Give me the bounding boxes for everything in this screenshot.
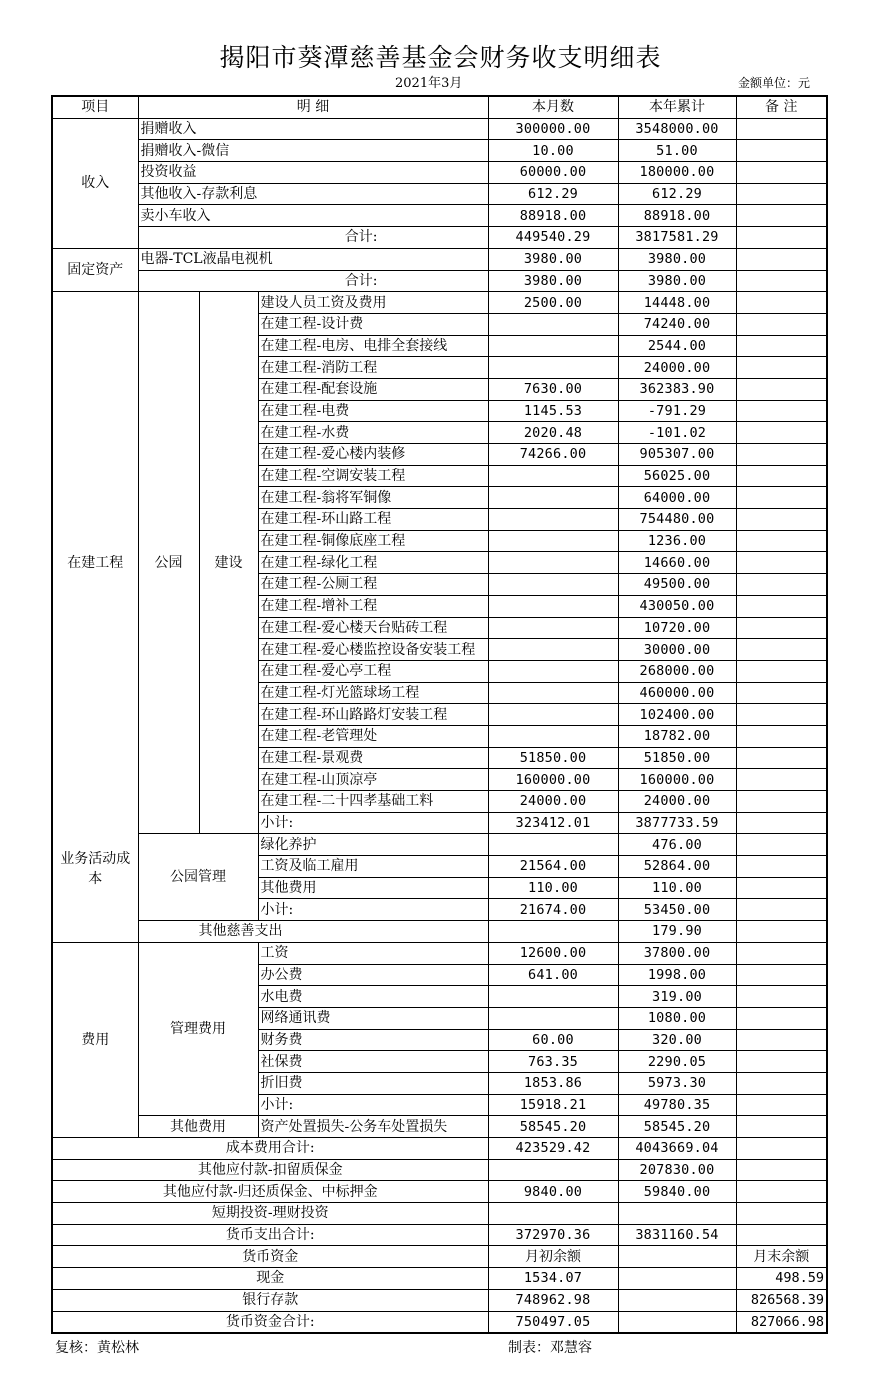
note-cell bbox=[736, 400, 827, 422]
ytd-value: 58545.20 bbox=[618, 1116, 736, 1138]
detail-name: 在建工程-老管理处 bbox=[258, 725, 488, 747]
detail-name: 在建工程-水费 bbox=[258, 422, 488, 444]
note-cell bbox=[736, 422, 827, 444]
other-charity-label: 其他慈善支出 bbox=[138, 921, 488, 943]
month-value: 60.00 bbox=[488, 1029, 618, 1051]
summary-label: 短期投资-理财投资 bbox=[52, 1203, 488, 1225]
summary-row bbox=[52, 1203, 827, 1225]
ytd-value: 754480.00 bbox=[618, 509, 736, 531]
note-cell bbox=[736, 899, 827, 921]
month-value bbox=[488, 639, 618, 661]
ytd-value: -101.02 bbox=[618, 422, 736, 444]
summary-label: 货币支出合计: bbox=[52, 1224, 488, 1246]
detail-name: 在建工程-公厕工程 bbox=[258, 574, 488, 596]
detail-name: 在建工程-爱心楼内装修 bbox=[258, 444, 488, 466]
header-row bbox=[52, 96, 827, 118]
ytd-value: 49500.00 bbox=[618, 574, 736, 596]
income-row bbox=[52, 140, 827, 162]
note-cell bbox=[736, 834, 827, 856]
ytd-value: 3877733.59 bbox=[618, 812, 736, 834]
detail-name: 在建工程-爱心楼天台贴砖工程 bbox=[258, 617, 488, 639]
note-cell bbox=[736, 682, 827, 704]
detail-name: 捐赠收入-微信 bbox=[138, 140, 488, 162]
detail-name: 工资及临工雇用 bbox=[258, 856, 488, 878]
note-cell bbox=[736, 660, 827, 682]
month-value: 51850.00 bbox=[488, 747, 618, 769]
income-row bbox=[52, 183, 827, 205]
note-cell bbox=[736, 335, 827, 357]
note-cell bbox=[736, 704, 827, 726]
note-cell bbox=[736, 357, 827, 379]
month-value: 60000.00 bbox=[488, 162, 618, 184]
month-value bbox=[488, 1007, 618, 1029]
note-cell bbox=[736, 248, 827, 270]
summary-row bbox=[52, 1181, 827, 1203]
note-cell bbox=[736, 639, 827, 661]
month-value: 110.00 bbox=[488, 877, 618, 899]
ytd-value: 612.29 bbox=[618, 183, 736, 205]
note-cell bbox=[736, 921, 827, 943]
ytd-value: 74240.00 bbox=[618, 313, 736, 335]
detail-name: 在建工程-消防工程 bbox=[258, 357, 488, 379]
month-value: 10.00 bbox=[488, 140, 618, 162]
cash-row bbox=[52, 1311, 827, 1333]
detail-name: 资产处置损失-公务车处置损失 bbox=[258, 1116, 488, 1138]
reviewer-signoff: 复核：黄松林 bbox=[55, 1340, 139, 1356]
ytd-value: 10720.00 bbox=[618, 617, 736, 639]
empty-cell bbox=[618, 1289, 736, 1311]
construction-label: 在建工程 bbox=[52, 292, 138, 834]
detail-name: 投资收益 bbox=[138, 162, 488, 184]
expenses-label: 费用 bbox=[52, 942, 138, 1137]
ytd-value: 460000.00 bbox=[618, 682, 736, 704]
month-value bbox=[488, 574, 618, 596]
build-label: 建设 bbox=[199, 292, 258, 834]
detail-name: 在建工程-铜像底座工程 bbox=[258, 530, 488, 552]
opening-balance: 750497.05 bbox=[488, 1311, 618, 1333]
ytd-value: 3831160.54 bbox=[618, 1224, 736, 1246]
income-row bbox=[52, 162, 827, 184]
preparer-signoff: 制表：邓慧容 bbox=[508, 1340, 592, 1356]
detail-name: 在建工程-二十四孝基础工料 bbox=[258, 791, 488, 813]
note-cell bbox=[736, 530, 827, 552]
detail-name: 在建工程-环山路路灯安装工程 bbox=[258, 704, 488, 726]
ytd-value: -791.29 bbox=[618, 400, 736, 422]
income-label: 收入 bbox=[52, 118, 138, 248]
expense-other-row bbox=[52, 1116, 827, 1138]
detail-name: 在建工程-灯光篮球场工程 bbox=[258, 682, 488, 704]
ytd-value: 2290.05 bbox=[618, 1051, 736, 1073]
summary-label: 其他应付款-归还质保金、中标押金 bbox=[52, 1181, 488, 1203]
detail-name: 在建工程-增补工程 bbox=[258, 595, 488, 617]
empty-cell bbox=[618, 1268, 736, 1290]
construction-row bbox=[52, 292, 827, 314]
detail-name: 在建工程-设计费 bbox=[258, 313, 488, 335]
note-cell bbox=[736, 552, 827, 574]
note-cell bbox=[736, 1072, 827, 1094]
ytd-value: 3980.00 bbox=[618, 248, 736, 270]
operating-other-row bbox=[52, 921, 827, 943]
month-value: 74266.00 bbox=[488, 444, 618, 466]
detail-name: 小计: bbox=[258, 899, 488, 921]
summary-row bbox=[52, 1224, 827, 1246]
cash-item-label: 货币资金合计: bbox=[52, 1311, 488, 1333]
note-cell bbox=[736, 227, 827, 249]
finance-table bbox=[51, 95, 828, 1334]
ytd-value: 30000.00 bbox=[618, 639, 736, 661]
ytd-value: 476.00 bbox=[618, 834, 736, 856]
detail-name: 卖小车收入 bbox=[138, 205, 488, 227]
month-value: 88918.00 bbox=[488, 205, 618, 227]
ytd-value: 64000.00 bbox=[618, 487, 736, 509]
ytd-value: 2544.00 bbox=[618, 335, 736, 357]
note-cell bbox=[736, 725, 827, 747]
empty-cell bbox=[618, 1246, 736, 1268]
note-cell bbox=[736, 747, 827, 769]
month-value bbox=[488, 725, 618, 747]
ytd-value: 51.00 bbox=[618, 140, 736, 162]
note-cell bbox=[736, 270, 827, 292]
month-value: 160000.00 bbox=[488, 769, 618, 791]
ytd-value: 1998.00 bbox=[618, 964, 736, 986]
month-value bbox=[488, 617, 618, 639]
cash-item-label: 银行存款 bbox=[52, 1289, 488, 1311]
note-cell bbox=[736, 1029, 827, 1051]
detail-name: 水电费 bbox=[258, 986, 488, 1008]
note-cell bbox=[736, 986, 827, 1008]
detail-name: 捐赠收入 bbox=[138, 118, 488, 140]
detail-name: 在建工程-爱心亭工程 bbox=[258, 660, 488, 682]
detail-name: 其他收入-存款利息 bbox=[138, 183, 488, 205]
ytd-value: 56025.00 bbox=[618, 465, 736, 487]
detail-name: 在建工程-空调安装工程 bbox=[258, 465, 488, 487]
detail-name: 小计: bbox=[258, 1094, 488, 1116]
income-row bbox=[52, 118, 827, 140]
ytd-value: 319.00 bbox=[618, 986, 736, 1008]
other-expense-label: 其他费用 bbox=[138, 1116, 258, 1138]
note-cell bbox=[736, 1203, 827, 1225]
cash-row bbox=[52, 1289, 827, 1311]
ytd-value: 160000.00 bbox=[618, 769, 736, 791]
month-value: 21674.00 bbox=[488, 899, 618, 921]
empty-cell bbox=[618, 1311, 736, 1333]
ytd-value: 3817581.29 bbox=[618, 227, 736, 249]
month-value bbox=[488, 487, 618, 509]
note-cell bbox=[736, 617, 827, 639]
month-value: 612.29 bbox=[488, 183, 618, 205]
ytd-value: 14660.00 bbox=[618, 552, 736, 574]
ytd-value: 24000.00 bbox=[618, 791, 736, 813]
report-date: 2021年3月 bbox=[395, 76, 463, 91]
ytd-value: 24000.00 bbox=[618, 357, 736, 379]
note-cell bbox=[736, 183, 827, 205]
note-cell bbox=[736, 205, 827, 227]
expense-row bbox=[52, 942, 827, 964]
month-value bbox=[488, 465, 618, 487]
note-cell bbox=[736, 487, 827, 509]
detail-name: 建设人员工资及费用 bbox=[258, 292, 488, 314]
header-month: 本月数 bbox=[488, 96, 618, 118]
note-cell bbox=[736, 1007, 827, 1029]
note-cell bbox=[736, 313, 827, 335]
month-value bbox=[488, 986, 618, 1008]
ytd-value: 430050.00 bbox=[618, 595, 736, 617]
ytd-value: 207830.00 bbox=[618, 1159, 736, 1181]
fixed-total-row bbox=[52, 270, 827, 292]
detail-name: 在建工程-景观费 bbox=[258, 747, 488, 769]
detail-name: 财务费 bbox=[258, 1029, 488, 1051]
detail-name: 办公费 bbox=[258, 964, 488, 986]
note-cell bbox=[736, 812, 827, 834]
total-label: 合计: bbox=[138, 227, 488, 249]
note-cell bbox=[736, 942, 827, 964]
note-cell bbox=[736, 118, 827, 140]
month-value bbox=[488, 660, 618, 682]
month-value bbox=[488, 704, 618, 726]
note-cell bbox=[736, 1159, 827, 1181]
subtotal-label: 小计: bbox=[258, 812, 488, 834]
fixed-asset-label: 固定资产 bbox=[52, 248, 138, 291]
note-cell bbox=[736, 1094, 827, 1116]
closing-balance: 826568.39 bbox=[736, 1289, 827, 1311]
ytd-value: 59840.00 bbox=[618, 1181, 736, 1203]
ytd-value: 88918.00 bbox=[618, 205, 736, 227]
month-value: 24000.00 bbox=[488, 791, 618, 813]
park-mgmt-label: 公园管理 bbox=[138, 834, 258, 921]
detail-name: 在建工程-翁将军铜像 bbox=[258, 487, 488, 509]
detail-name: 折旧费 bbox=[258, 1072, 488, 1094]
month-value: 3980.00 bbox=[488, 270, 618, 292]
month-value: 449540.29 bbox=[488, 227, 618, 249]
ytd-value: 905307.00 bbox=[618, 444, 736, 466]
note-cell bbox=[736, 769, 827, 791]
month-value: 763.35 bbox=[488, 1051, 618, 1073]
summary-label: 成本费用合计: bbox=[52, 1138, 488, 1160]
note-cell bbox=[736, 1051, 827, 1073]
ytd-value: 3980.00 bbox=[618, 270, 736, 292]
note-cell bbox=[736, 791, 827, 813]
header-item: 项目 bbox=[52, 96, 138, 118]
month-value: 1145.53 bbox=[488, 400, 618, 422]
ytd-value: 18782.00 bbox=[618, 725, 736, 747]
ytd-value: 180000.00 bbox=[618, 162, 736, 184]
detail-name: 社保费 bbox=[258, 1051, 488, 1073]
note-cell bbox=[736, 509, 827, 531]
header-detail: 明 细 bbox=[138, 96, 488, 118]
detail-name: 在建工程-山顶凉亭 bbox=[258, 769, 488, 791]
month-value: 15918.21 bbox=[488, 1094, 618, 1116]
month-value bbox=[488, 682, 618, 704]
cash-item-label: 现金 bbox=[52, 1268, 488, 1290]
detail-name: 在建工程-环山路工程 bbox=[258, 509, 488, 531]
note-cell bbox=[736, 140, 827, 162]
mgmt-expense-label: 管理费用 bbox=[138, 942, 258, 1116]
ytd-value: 320.00 bbox=[618, 1029, 736, 1051]
month-value: 323412.01 bbox=[488, 812, 618, 834]
month-value: 21564.00 bbox=[488, 856, 618, 878]
ytd-value: 110.00 bbox=[618, 877, 736, 899]
month-value: 372970.36 bbox=[488, 1224, 618, 1246]
ytd-value bbox=[618, 1203, 736, 1225]
detail-name: 其他费用 bbox=[258, 877, 488, 899]
ytd-value: 49780.35 bbox=[618, 1094, 736, 1116]
closing-balance: 827066.98 bbox=[736, 1311, 827, 1333]
note-cell bbox=[736, 292, 827, 314]
operating-label: 业务活动成本 bbox=[52, 834, 138, 942]
detail-name: 在建工程-电费 bbox=[258, 400, 488, 422]
month-value bbox=[488, 552, 618, 574]
month-value bbox=[488, 530, 618, 552]
month-value: 58545.20 bbox=[488, 1116, 618, 1138]
detail-name: 工资 bbox=[258, 942, 488, 964]
ytd-value: 102400.00 bbox=[618, 704, 736, 726]
note-cell bbox=[736, 856, 827, 878]
ytd-value: 14448.00 bbox=[618, 292, 736, 314]
detail-name: 在建工程-电房、电排全套接线 bbox=[258, 335, 488, 357]
detail-name: 在建工程-爱心楼监控设备安装工程 bbox=[258, 639, 488, 661]
detail-name: 在建工程-绿化工程 bbox=[258, 552, 488, 574]
total-label: 合计: bbox=[138, 270, 488, 292]
detail-name: 绿化养护 bbox=[258, 834, 488, 856]
ytd-value: 53450.00 bbox=[618, 899, 736, 921]
note-cell bbox=[736, 1138, 827, 1160]
month-value bbox=[488, 357, 618, 379]
fixed-row bbox=[52, 248, 827, 270]
month-value: 12600.00 bbox=[488, 942, 618, 964]
ytd-value: 179.90 bbox=[618, 921, 736, 943]
ytd-value: 37800.00 bbox=[618, 942, 736, 964]
month-value: 2500.00 bbox=[488, 292, 618, 314]
note-cell bbox=[736, 162, 827, 184]
ytd-value: 1236.00 bbox=[618, 530, 736, 552]
operating-row bbox=[52, 834, 827, 856]
note-cell bbox=[736, 1116, 827, 1138]
opening-balance: 1534.07 bbox=[488, 1268, 618, 1290]
closing-balance: 498.59 bbox=[736, 1268, 827, 1290]
note-cell bbox=[736, 1224, 827, 1246]
ytd-value: 5973.30 bbox=[618, 1072, 736, 1094]
summary-row bbox=[52, 1138, 827, 1160]
note-cell bbox=[736, 1181, 827, 1203]
ytd-value: 51850.00 bbox=[618, 747, 736, 769]
month-value bbox=[488, 595, 618, 617]
header-ytd: 本年累计 bbox=[618, 96, 736, 118]
detail-name: 电器-TCL液晶电视机 bbox=[138, 248, 488, 270]
month-value: 423529.42 bbox=[488, 1138, 618, 1160]
month-value: 1853.86 bbox=[488, 1072, 618, 1094]
note-cell bbox=[736, 574, 827, 596]
park-label: 公园 bbox=[138, 292, 199, 834]
closing-balance-header: 月末余额 bbox=[736, 1246, 827, 1268]
cash-header-label: 货币资金 bbox=[52, 1246, 488, 1268]
note-cell bbox=[736, 877, 827, 899]
month-value: 641.00 bbox=[488, 964, 618, 986]
ytd-value: 268000.00 bbox=[618, 660, 736, 682]
ytd-value: 362383.90 bbox=[618, 378, 736, 400]
month-value bbox=[488, 921, 618, 943]
report-title: 揭阳市葵潭慈善基金会财务收支明细表 bbox=[219, 43, 662, 72]
month-value bbox=[488, 509, 618, 531]
opening-balance: 748962.98 bbox=[488, 1289, 618, 1311]
opening-balance-header: 月初余额 bbox=[488, 1246, 618, 1268]
ytd-value: 4043669.04 bbox=[618, 1138, 736, 1160]
note-cell bbox=[736, 444, 827, 466]
note-cell bbox=[736, 378, 827, 400]
month-value: 300000.00 bbox=[488, 118, 618, 140]
ytd-value: 1080.00 bbox=[618, 1007, 736, 1029]
income-row bbox=[52, 205, 827, 227]
cash-header-row bbox=[52, 1246, 827, 1268]
ytd-value: 52864.00 bbox=[618, 856, 736, 878]
detail-name: 网络通讯费 bbox=[258, 1007, 488, 1029]
month-value: 9840.00 bbox=[488, 1181, 618, 1203]
month-value bbox=[488, 1203, 618, 1225]
note-cell bbox=[736, 964, 827, 986]
month-value bbox=[488, 1159, 618, 1181]
month-value: 7630.00 bbox=[488, 378, 618, 400]
summary-row bbox=[52, 1159, 827, 1181]
summary-label: 其他应付款-扣留质保金 bbox=[52, 1159, 488, 1181]
currency-unit: 金额单位：元 bbox=[738, 76, 811, 90]
header-note: 备 注 bbox=[736, 96, 827, 118]
income-total-row bbox=[52, 227, 827, 249]
cash-row bbox=[52, 1268, 827, 1290]
note-cell bbox=[736, 595, 827, 617]
month-value: 2020.48 bbox=[488, 422, 618, 444]
detail-name: 在建工程-配套设施 bbox=[258, 378, 488, 400]
ytd-value: 3548000.00 bbox=[618, 118, 736, 140]
note-cell bbox=[736, 465, 827, 487]
month-value bbox=[488, 313, 618, 335]
month-value: 3980.00 bbox=[488, 248, 618, 270]
month-value bbox=[488, 335, 618, 357]
month-value bbox=[488, 834, 618, 856]
